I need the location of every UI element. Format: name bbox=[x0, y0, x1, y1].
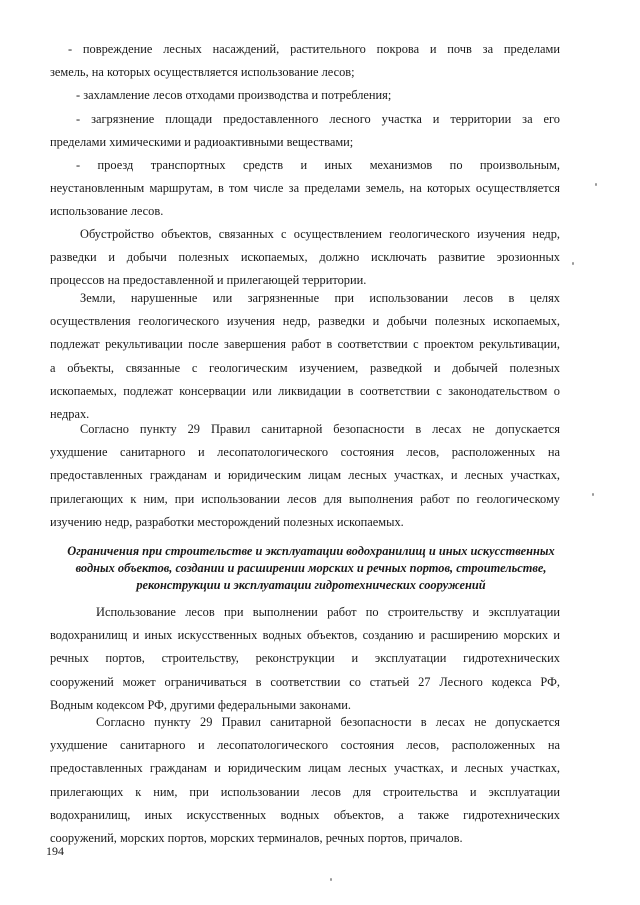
text-line: использование лесов. bbox=[50, 204, 164, 219]
text-line: прилегающих к ним, при использовании лесов для выполнения работ по геологическому bbox=[50, 491, 560, 506]
list-item: - проезд транспортных средств и иных механизмов по произвольным, bbox=[76, 158, 560, 173]
section-heading bbox=[56, 543, 566, 594]
text-line: процессов на предоставленной и прилегающей территории. bbox=[50, 273, 367, 288]
text-line: водохранилищ и иных искусственных водных объектов, созданию и расширению морских и bbox=[50, 628, 560, 643]
paragraph-sanitary-geology bbox=[50, 418, 560, 534]
scan-speck bbox=[330, 878, 332, 881]
text-line: прилегающих к ним, при использовании лесов для строительства и эксплуатации bbox=[50, 784, 560, 799]
list-item: - повреждение лесных насаждений, растительного покрова и почв за пределами bbox=[68, 42, 560, 56]
text-line: ухудшение санитарного и лесопатологического состояния лесов, расположенных на bbox=[50, 738, 560, 753]
paragraph-sanitary-water bbox=[50, 711, 560, 850]
text-line: недрах. bbox=[50, 407, 90, 422]
text-line: земель, на которых осуществляется использование лесов; bbox=[50, 65, 355, 80]
scan-speck bbox=[595, 183, 597, 186]
heading-line: Ограничения при строительстве и эксплуатации водохранилищ и иных искусственных bbox=[67, 544, 555, 558]
paragraph-infrastructure bbox=[50, 223, 560, 293]
text-line: пределами химическими и радиоактивными веществами; bbox=[50, 134, 354, 149]
text-line: разведки и добычи полезных ископаемых, должно исключать развитие эрозионных bbox=[50, 250, 560, 265]
text-line: Использование лесов при выполнении работ по строительству и эксплуатации bbox=[96, 605, 560, 619]
text-line: водохранилищ, иных искусственных водных объектов, а также гидротехнических bbox=[50, 807, 560, 822]
text-line: сооружений, морских портов, морских терминалов, речных портов, причалов. bbox=[50, 831, 463, 846]
paragraph-water-use bbox=[50, 601, 560, 717]
text-line: Водным кодексом РФ, другими федеральными законами. bbox=[50, 697, 351, 712]
text-line: сооружений может ограничиваться в соответствии со статьей 27 Лесного кодекса РФ, bbox=[50, 674, 560, 689]
text-line: Земли, нарушенные или загрязненные при использовании лесов в целях bbox=[80, 291, 560, 305]
text-line: ухудшение санитарного и лесопатологического состояния лесов, расположенных на bbox=[50, 445, 560, 460]
text-line: подлежат рекультивации после завершения работ в соответствии с проектом рекультивации, bbox=[50, 337, 560, 352]
scan-speck bbox=[572, 262, 574, 265]
heading-line: водных объектов, создании и расширении морских и речных портов, строительстве, bbox=[75, 561, 547, 575]
text-line: а объекты, связанные с геологическим изучением, разведкой и добычей полезных bbox=[50, 360, 560, 375]
list-item: - захламление лесов отходами производства и потребления; bbox=[76, 88, 392, 103]
prohibitions-list bbox=[50, 38, 560, 224]
scan-speck bbox=[592, 493, 594, 496]
text-line: Согласно пункту 29 Правил санитарной безопасности в лесах не допускается bbox=[80, 422, 560, 436]
text-line: Согласно пункту 29 Правил санитарной безопасности в лесах не допускается bbox=[96, 715, 560, 729]
text-line: предоставленных гражданам и юридическим лицам лесных участках, и лесных участках, bbox=[50, 761, 560, 776]
text-line: неустановленным маршрутам, в том числе за пределами земель, на которых осуществляется bbox=[50, 181, 560, 196]
list-item: - загрязнение площади предоставленного лесного участка и территории за его bbox=[76, 111, 560, 126]
text-line: осуществления геологического изучения недр, разведки и добычи полезных ископаемых, bbox=[50, 314, 560, 329]
text-line: речных портов, строительству, реконструкции и эксплуатации гидротехнических bbox=[50, 651, 560, 666]
paragraph-reclamation bbox=[50, 287, 560, 426]
heading-line: реконструкции и эксплуатации гидротехнических сооружений bbox=[136, 578, 486, 592]
text-line: ископаемых, подлежат консервации или ликвидации в соответствии с законодательством о bbox=[50, 383, 560, 398]
text-line: предоставленных гражданам и юридическим лицам лесных участках, и лесных участках, bbox=[50, 468, 560, 483]
text-line: Обустройство объектов, связанных с осуществлением геологического изучения недр, bbox=[80, 227, 560, 241]
page-number: 194 bbox=[46, 844, 64, 858]
text-line: изучению недр, разработки месторождений полезных ископаемых. bbox=[50, 514, 404, 529]
